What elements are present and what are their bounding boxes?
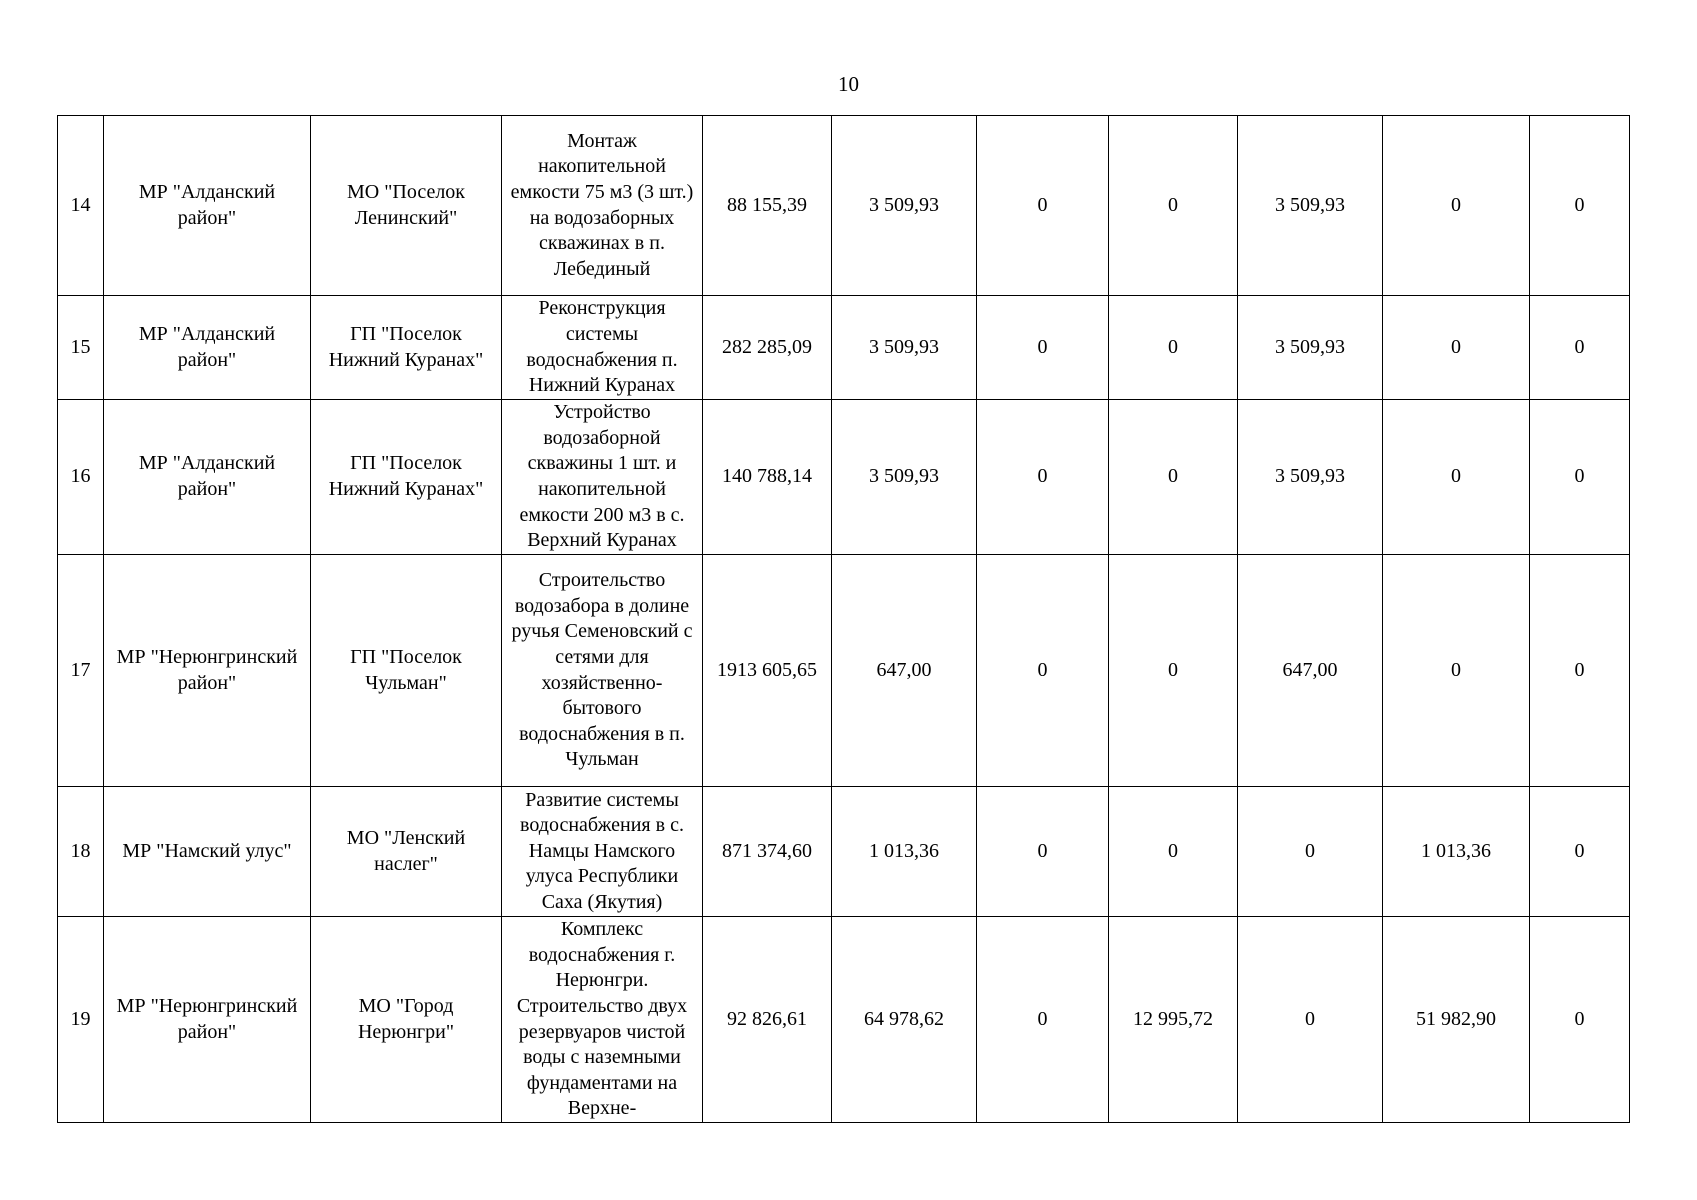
value-cell: 0 [1109,296,1238,400]
district-cell: МР "Нерюнгринский район" [104,555,311,787]
value-cell: 12 995,72 [1109,917,1238,1123]
value-cell: 0 [1238,787,1383,917]
municipality-cell: ГП "Поселок Нижний Куранах" [311,400,502,555]
value-cell: 0 [977,787,1109,917]
amount-cell: 3 509,93 [832,400,977,555]
total-cost-cell: 1913 605,65 [703,555,832,787]
value-cell: 3 509,93 [1238,296,1383,400]
value-cell: 0 [977,555,1109,787]
municipality-cell: МО "Ленский наслег" [311,787,502,917]
row-number-cell: 14 [58,116,104,296]
value-cell: 0 [1530,917,1630,1123]
project-description-cell: Комплекс водоснабжения г. Нерюнгри. Строительство двух резервуаров чистой воды с наземными фундаментами на Верхне- [502,917,703,1123]
table-row [58,917,1630,1123]
project-description-cell: Монтаж накопительной емкости 75 м3 (3 шт.) на водозаборных скважинах в п. Лебединый [502,116,703,296]
project-description-cell: Строительство водозабора в долине ручья Семеновский с сетями для хозяйственно-бытового водоснабжения в п. Чульман [502,555,703,787]
value-cell: 0 [1383,555,1530,787]
value-cell: 3 509,93 [1238,400,1383,555]
amount-cell: 64 978,62 [832,917,977,1123]
page-number: 10 [838,72,859,96]
amount-cell: 1 013,36 [832,787,977,917]
table-row [58,787,1630,917]
total-cost-cell: 282 285,09 [703,296,832,400]
value-cell: 0 [1238,917,1383,1123]
municipality-cell: МО "Город Нерюнгри" [311,917,502,1123]
value-cell: 0 [1383,400,1530,555]
value-cell: 0 [1109,787,1238,917]
district-cell: МР "Алданский район" [104,116,311,296]
total-cost-cell: 88 155,39 [703,116,832,296]
row-number-cell: 17 [58,555,104,787]
value-cell: 0 [1530,555,1630,787]
funding-table [57,115,1630,1123]
value-cell: 0 [1109,400,1238,555]
value-cell: 0 [1109,555,1238,787]
total-cost-cell: 92 826,61 [703,917,832,1123]
total-cost-cell: 140 788,14 [703,400,832,555]
value-cell: 0 [977,400,1109,555]
project-description-cell: Развитие системы водоснабжения в с. Намцы Намского улуса Республики Саха (Якутия) [502,787,703,917]
row-number-cell: 18 [58,787,104,917]
district-cell: МР "Намский улус" [104,787,311,917]
value-cell: 0 [1530,116,1630,296]
district-cell: МР "Алданский район" [104,400,311,555]
value-cell: 0 [977,296,1109,400]
value-cell: 0 [1530,400,1630,555]
total-cost-cell: 871 374,60 [703,787,832,917]
value-cell: 0 [1383,296,1530,400]
value-cell: 0 [1383,116,1530,296]
row-number-cell: 19 [58,917,104,1123]
municipality-cell: ГП "Поселок Чульман" [311,555,502,787]
table-row [58,555,1630,787]
district-cell: МР "Нерюнгринский район" [104,917,311,1123]
project-description-cell: Устройство водозаборной скважины 1 шт. и накопительной емкости 200 м3 в с. Верхний Куранах [502,400,703,555]
table-row [58,400,1630,555]
table-row [58,296,1630,400]
value-cell: 3 509,93 [1238,116,1383,296]
amount-cell: 647,00 [832,555,977,787]
value-cell: 647,00 [1238,555,1383,787]
value-cell: 0 [1530,787,1630,917]
project-description-cell: Реконструкция системы водоснабжения п. Нижний Куранах [502,296,703,400]
municipality-cell: ГП "Поселок Нижний Куранах" [311,296,502,400]
district-cell: МР "Алданский район" [104,296,311,400]
value-cell: 0 [977,917,1109,1123]
value-cell: 0 [1109,116,1238,296]
value-cell: 51 982,90 [1383,917,1530,1123]
row-number-cell: 15 [58,296,104,400]
value-cell: 1 013,36 [1383,787,1530,917]
table-row [58,116,1630,296]
row-number-cell: 16 [58,400,104,555]
value-cell: 0 [977,116,1109,296]
value-cell: 0 [1530,296,1630,400]
amount-cell: 3 509,93 [832,296,977,400]
municipality-cell: МО "Поселок Ленинский" [311,116,502,296]
amount-cell: 3 509,93 [832,116,977,296]
